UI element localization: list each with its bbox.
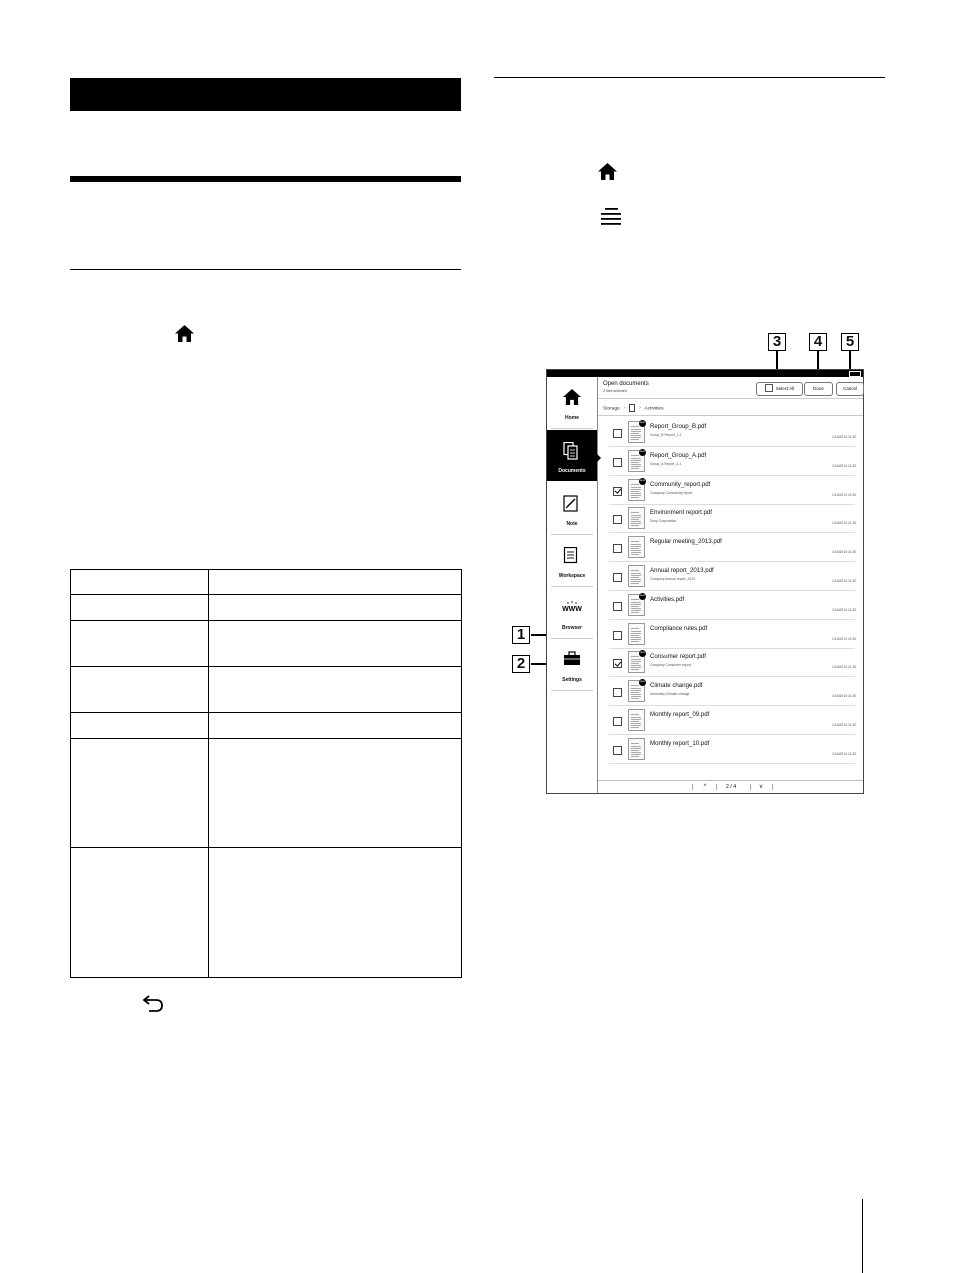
back-icon (142, 995, 164, 1013)
file-date: 1/16/2014 11:30 (832, 492, 857, 497)
new-badge-icon: NEW (639, 478, 646, 485)
file-date: 1/16/2014 11:30 (832, 665, 857, 670)
file-name: Regular meeting_2013.pdf (650, 538, 722, 546)
file-name: Environment report.pdf (650, 509, 712, 517)
pagination (598, 780, 863, 794)
callout-4: 4 (809, 333, 827, 351)
file-checkbox[interactable] (613, 429, 622, 438)
column-rule (494, 77, 885, 78)
document-thumbnail (628, 565, 645, 587)
file-name: Community_report.pdf (650, 480, 711, 488)
file-date: 1/16/2014 11:30 (832, 463, 857, 468)
home-icon (598, 163, 617, 180)
file-date: 1/16/2014 11:30 (832, 723, 857, 727)
file-checkbox[interactable] (613, 659, 622, 668)
file-meta: Company Consumer report (650, 663, 691, 668)
sidebar-item-documents[interactable] (547, 430, 597, 481)
file-date: 1/16/2014 11:30 (832, 607, 857, 612)
callout-3: 3 (768, 333, 786, 351)
page-edge-rule (862, 1199, 863, 1273)
file-checkbox[interactable] (613, 458, 622, 467)
note-icon (563, 495, 579, 512)
file-checkbox[interactable] (613, 746, 622, 755)
file-date: 1/16/2014 11:30 (832, 550, 857, 555)
file-row[interactable] (598, 677, 863, 706)
file-meta: Company Community report (650, 490, 693, 495)
file-row[interactable] (598, 418, 863, 447)
new-badge-icon: NEW (639, 650, 646, 657)
file-meta: University Climate change (650, 692, 690, 697)
callout-2: 2 (512, 655, 530, 673)
file-row[interactable] (598, 620, 863, 649)
file-name: Monthly report_10.pdf (650, 739, 710, 747)
sidebar-item-label: Documents (558, 468, 586, 474)
file-checkbox[interactable] (613, 717, 622, 726)
documents-icon (563, 442, 579, 460)
done-button[interactable]: Done (804, 382, 833, 396)
home-icon (563, 389, 581, 405)
file-row[interactable] (598, 533, 863, 562)
workspace-icon (563, 547, 579, 564)
device-screen (546, 369, 864, 794)
file-meta: Company Annual report_2013 (650, 577, 696, 581)
sidebar-divider (551, 428, 593, 429)
file-name: Consumer report.pdf (650, 653, 706, 661)
file-date: 1/16/2014 11:30 (832, 636, 857, 641)
file-name: Monthly report_09.pdf (650, 711, 710, 718)
sidebar-item-label: Browser (561, 625, 582, 631)
sidebar-item-label: Settings (562, 677, 582, 683)
file-date: 1/16/2014 11:30 (832, 435, 857, 439)
file-checkbox[interactable] (613, 515, 622, 524)
section-header-bar (70, 78, 461, 111)
sidebar-item-label: Note (566, 521, 578, 527)
breadcrumb-folder[interactable]: Activities (644, 406, 664, 412)
file-name: Activities.pdf (650, 595, 685, 603)
file-meta: Group_B Report_1-2 (650, 433, 682, 437)
breadcrumb: Storage > > Activities (603, 404, 663, 412)
file-checkbox[interactable] (613, 544, 622, 553)
file-date: 1/16/2014 11:30 (832, 751, 857, 756)
sidebar-item-settings[interactable] (547, 639, 597, 690)
select-all-checkbox (765, 384, 773, 392)
file-date: 1/16/2014 11:30 (832, 521, 857, 526)
sidebar-item-label: Home (565, 415, 579, 421)
document-thumbnail (628, 738, 645, 760)
sidebar-divider (551, 690, 593, 691)
file-meta: Group_A Report_1-1 (650, 461, 682, 466)
new-badge-icon: NEW (639, 593, 646, 600)
section-rule-thick (70, 176, 461, 182)
device-storage-icon[interactable] (629, 404, 635, 412)
file-row[interactable] (598, 562, 863, 591)
file-checkbox[interactable] (613, 631, 622, 640)
file-name: Report_Group_A.pdf (650, 451, 707, 459)
sidebar-item-note[interactable] (547, 483, 597, 534)
file-row[interactable] (598, 447, 863, 476)
breadcrumb-storage[interactable]: Storage (603, 406, 620, 412)
document-thumbnail (628, 536, 645, 558)
document-thumbnail (628, 623, 645, 645)
file-meta: Sony Corporation (650, 519, 677, 524)
callout-1: 1 (512, 626, 530, 644)
file-checkbox[interactable] (613, 573, 622, 582)
home-icon (175, 325, 194, 342)
file-checkbox[interactable] (613, 688, 622, 697)
file-row[interactable] (598, 504, 863, 533)
file-name: Climate change.pdf (650, 682, 703, 690)
file-name: Compliance rules.pdf (650, 624, 708, 632)
page-down-button[interactable]: v (759, 784, 763, 790)
new-badge-icon: NEW (639, 449, 646, 456)
browser-icon (562, 599, 582, 616)
document-list-panel (598, 377, 863, 793)
new-badge-icon: NEW (639, 420, 646, 427)
settings-icon (563, 651, 581, 666)
file-name: Report_Group_B.pdf (650, 423, 707, 430)
file-checkbox[interactable] (613, 602, 622, 611)
cancel-button[interactable]: Cancel (836, 382, 864, 396)
file-row[interactable] (598, 706, 863, 735)
sidebar (547, 377, 598, 793)
file-checkbox[interactable] (613, 487, 622, 496)
sidebar-item-workspace[interactable] (547, 535, 597, 586)
spec-table (70, 569, 462, 978)
panel-title: Open documents (603, 381, 649, 387)
row-divider (609, 763, 855, 764)
file-date: 1/16/2014 11:30 (832, 579, 857, 583)
file-date: 1/16/2014 11:30 (832, 694, 857, 699)
select-all-button[interactable]: Select All (756, 382, 803, 396)
sidebar-item-label: Workspace (558, 573, 586, 579)
file-name: Annual report_2013.pdf (650, 567, 714, 574)
section-rule-thin (70, 269, 461, 270)
svg-text:WWW: WWW (562, 606, 582, 613)
header-divider (598, 398, 863, 399)
menu-icon (601, 208, 621, 226)
file-list (598, 418, 863, 778)
new-badge-icon: NEW (639, 679, 646, 686)
document-thumbnail (628, 709, 645, 731)
page-indicator: 2 / 4 (726, 784, 737, 790)
document-thumbnail (628, 507, 645, 529)
sidebar-item-browser[interactable] (547, 587, 597, 638)
file-row[interactable] (598, 591, 863, 620)
file-row[interactable] (598, 735, 863, 764)
selection-count: 2 files selected (603, 389, 627, 393)
breadcrumb-divider (598, 415, 863, 416)
sidebar-item-home[interactable] (547, 377, 597, 428)
file-row[interactable] (598, 476, 863, 505)
page-up-button[interactable]: ^ (703, 784, 707, 790)
status-bar (547, 370, 863, 377)
file-row[interactable] (598, 648, 863, 677)
callout-5: 5 (841, 333, 859, 351)
